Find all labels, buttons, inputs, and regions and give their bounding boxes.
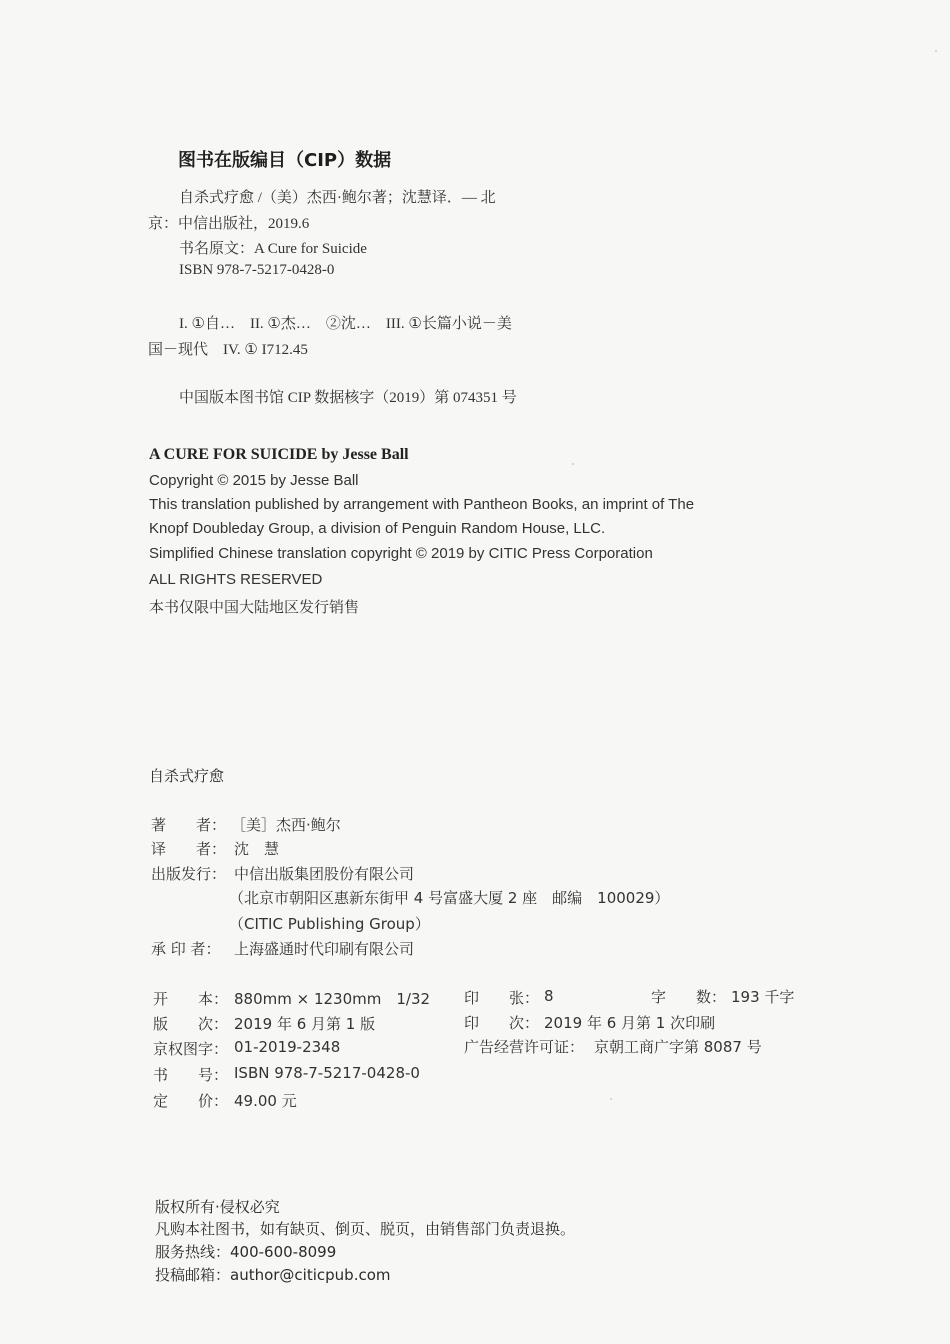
english-copyright: Copyright © 2015 by Jesse Ball (149, 472, 359, 489)
edition-label: 版 次： (153, 1015, 229, 1033)
ad-license-label: 广告经营许可证： (464, 1038, 585, 1056)
cip-title: 图书在版编目（CIP）数据 (178, 150, 392, 171)
author-value: ［美］杰西·鲍尔 (231, 816, 341, 834)
isbn-label: 书 号： (153, 1066, 229, 1084)
english-region: 本书仅限中国大陆地区发行销售 (149, 599, 360, 616)
license-label: 京权图字： (153, 1040, 229, 1058)
printing-label: 印 次： (464, 1014, 540, 1032)
scan-speck (610, 1098, 612, 1100)
author-label: 著 者： (151, 816, 227, 834)
english-simplified: Simplified Chinese translation copyright © 2019 by CITIC Press Corporation (149, 545, 653, 562)
footer-hotline: 服务热线：400-600-8099 (155, 1243, 337, 1261)
scan-speck (572, 463, 574, 465)
cip-line-4: ISBN 978-7-5217-0428-0 (179, 262, 335, 278)
publisher-address: （北京市朝阳区惠新东街甲 4 号富盛大厦 2 座 邮编 100029） (229, 889, 670, 907)
format-label: 开 本： (153, 990, 229, 1008)
publisher-english: （CITIC Publishing Group） (229, 915, 430, 933)
license-value: 01-2019-2348 (234, 1038, 341, 1056)
cip-line-2: 京：中信出版社，2019.6 (148, 216, 310, 232)
cip-line-5: I. ①自… II. ①杰… ②沈… III. ①长篇小说－美 (179, 316, 512, 332)
sheets-value: 8 (544, 987, 554, 1005)
price-value: 49.00 元 (234, 1092, 297, 1110)
translator-value: 沈 慧 (234, 840, 280, 858)
isbn-value: ISBN 978-7-5217-0428-0 (234, 1064, 420, 1082)
publisher-label: 出版发行： (151, 865, 227, 883)
cip-line-3: 书名原文：A Cure for Suicide (179, 241, 367, 257)
printer-value: 上海盛通时代印刷有限公司 (234, 940, 415, 958)
publisher-value: 中信出版集团股份有限公司 (234, 865, 415, 883)
english-arrangement-1: This translation published by arrangement with Pantheon Books, an imprint of The (149, 496, 695, 513)
footer-email: 投稿邮箱：author@citicpub.com (155, 1266, 391, 1284)
words-value: 193 千字 (731, 988, 795, 1006)
translator-label: 译 者： (151, 840, 227, 858)
price-label: 定 价： (153, 1092, 229, 1110)
footer-rights: 版权所有·侵权必究 (155, 1198, 280, 1216)
sheets-label: 印 张： (464, 989, 540, 1007)
format-value: 880mm × 1230mm 1/32 (234, 990, 431, 1008)
cip-line-1: 自杀式疗愈 /（美）杰西·鲍尔著；沈慧译．— 北 (179, 190, 496, 206)
english-rights: ALL RIGHTS RESERVED (149, 571, 323, 588)
printing-value: 2019 年 6 月第 1 次印刷 (544, 1014, 716, 1032)
edition-value: 2019 年 6 月第 1 版 (234, 1015, 376, 1033)
book-title: 自杀式疗愈 (149, 767, 225, 785)
words-label: 字 数： (651, 988, 727, 1006)
cip-line-7: 中国版本图书馆 CIP 数据核字（2019）第 074351 号 (179, 390, 517, 406)
scan-speck (935, 50, 937, 52)
english-arrangement-2: Knopf Doubleday Group, a division of Penguin Random House, LLC. (149, 520, 606, 537)
ad-license-value: 京朝工商广字第 8087 号 (594, 1038, 762, 1056)
printer-label: 承 印 者： (151, 940, 221, 958)
cip-line-6: 国－现代 IV. ① I712.45 (148, 342, 308, 358)
footer-return-policy: 凡购本社图书，如有缺页、倒页、脱页，由销售部门负责退换。 (155, 1220, 576, 1238)
english-title: A CURE FOR SUICIDE by Jesse Ball (149, 446, 409, 463)
